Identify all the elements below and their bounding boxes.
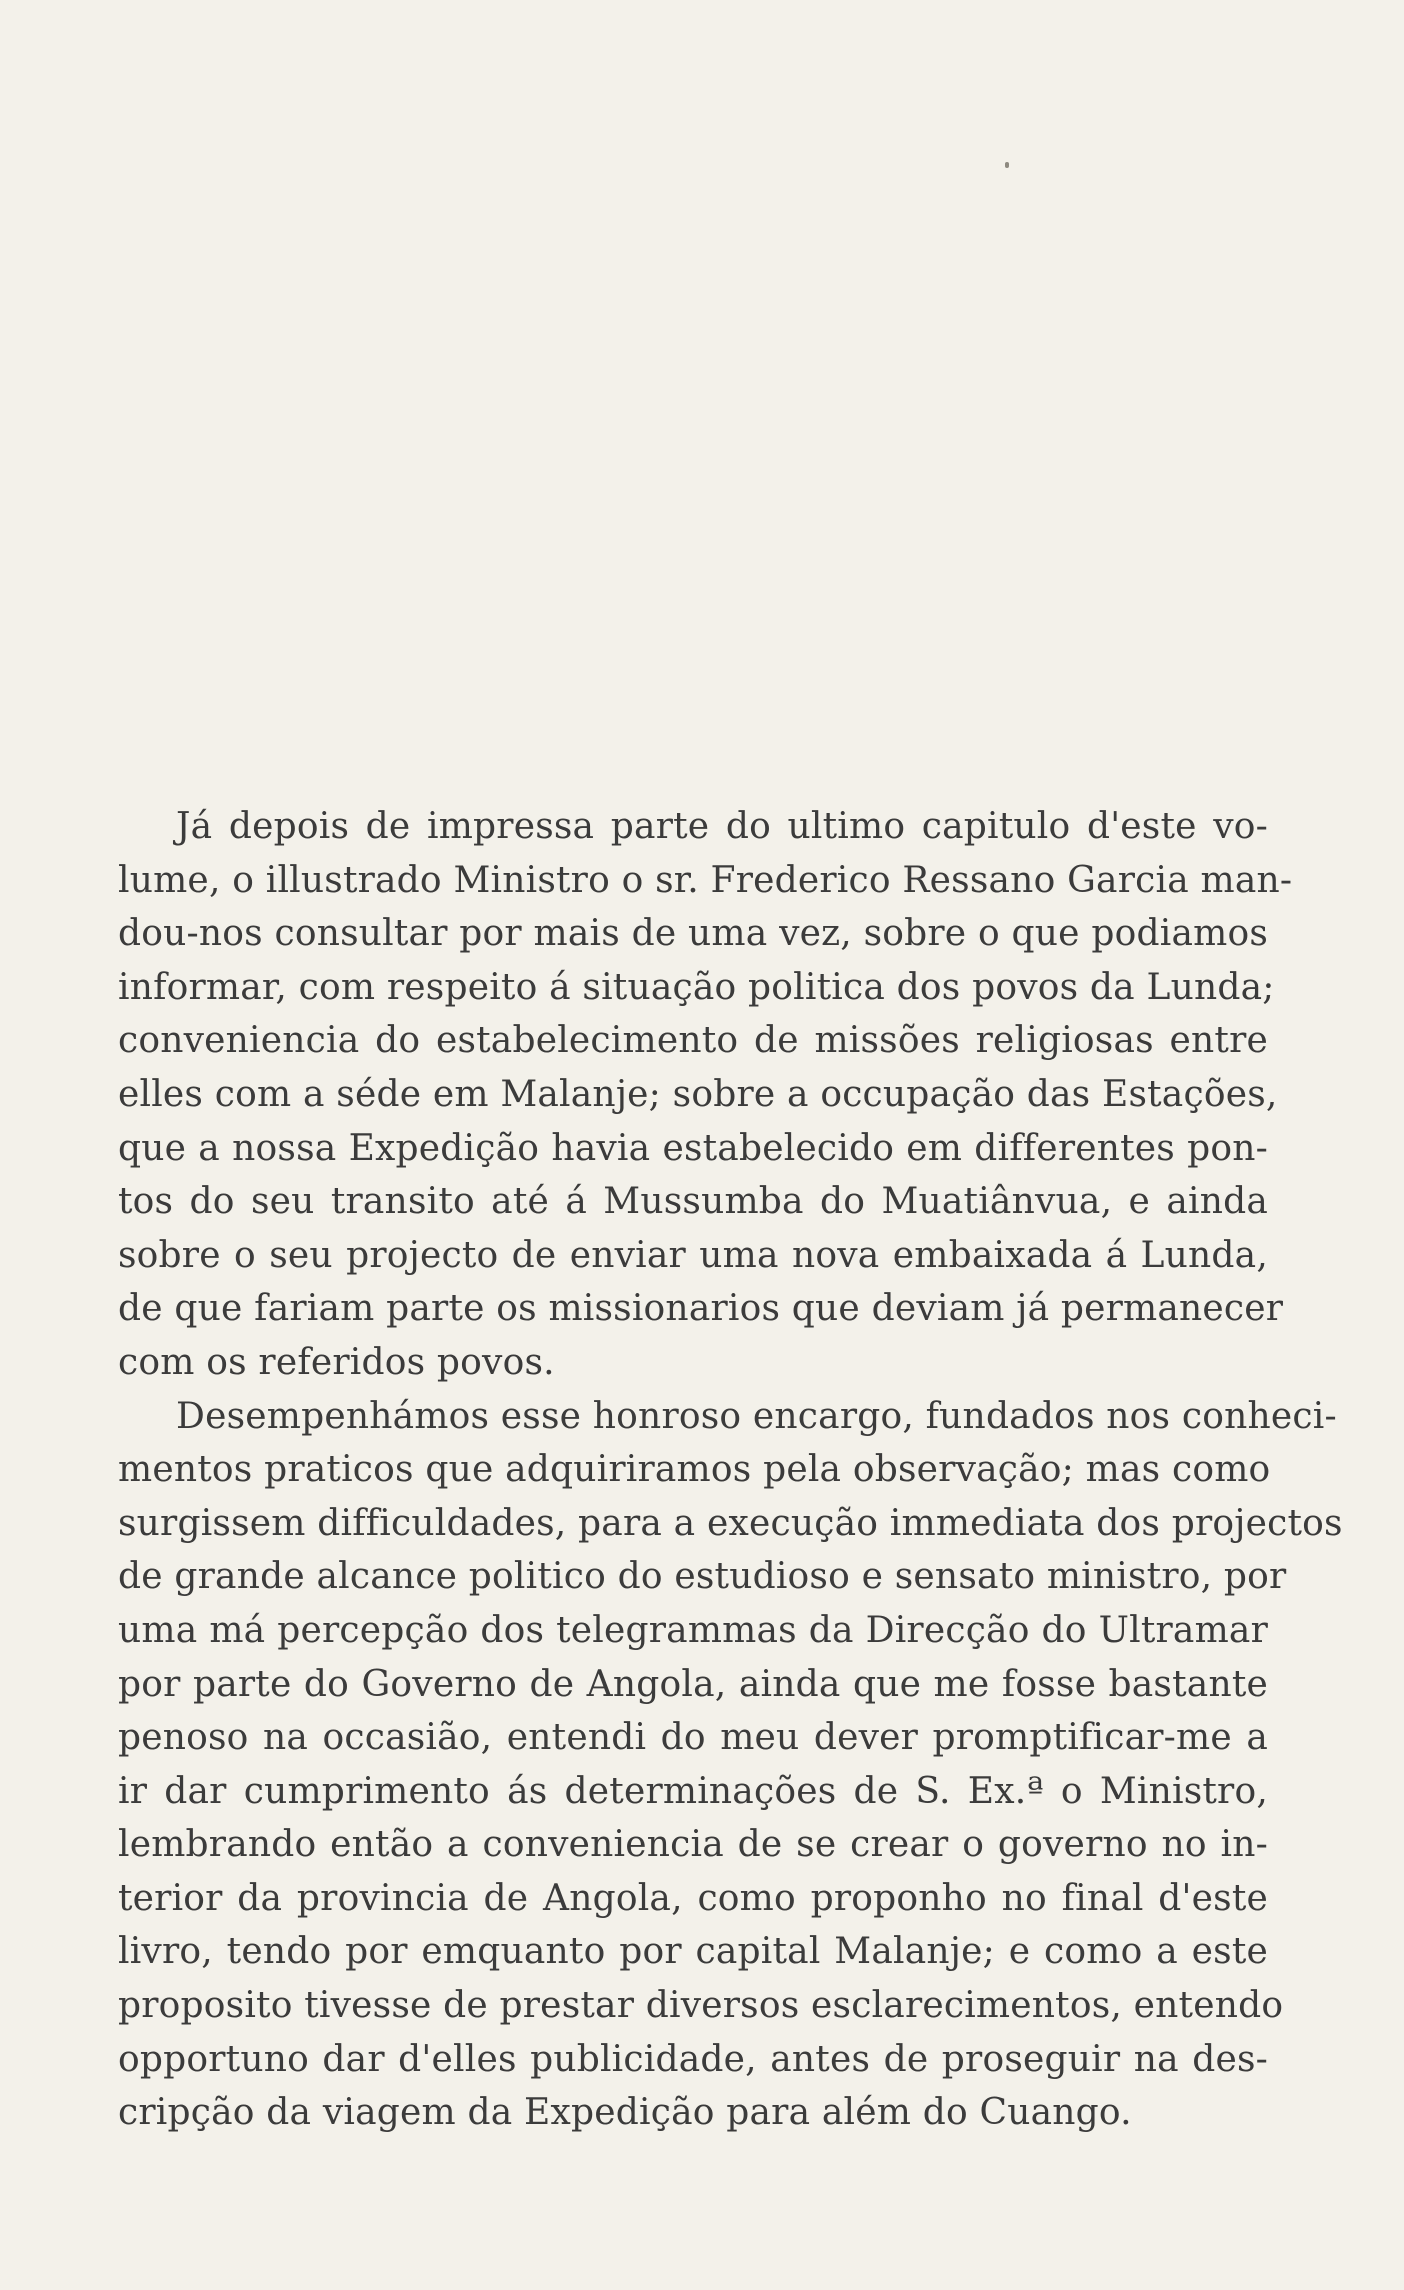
text-line: lembrando então a conveniencia de se crear o governo no in- (118, 1824, 1268, 1866)
text-line: terior da provincia de Angola, como proponho no final d'este (118, 1877, 1268, 1919)
text-line: lume, o illustrado Ministro o sr. Frederico Ressano Garcia man- (118, 859, 1293, 901)
text-line: por parte do Governo de Angola, ainda que me fosse bastante (118, 1663, 1268, 1705)
text-line: elles com a séde em Malanje; sobre a occupação das Estações, (118, 1073, 1278, 1115)
text-line: ir dar cumprimento ás determinações de S. Ex.ª o Ministro, (118, 1770, 1268, 1812)
text-line: dou-nos consultar por mais de uma vez, sobre o que podiamos (118, 913, 1268, 955)
text-line: com os referidos povos. (118, 1341, 555, 1383)
text-line: de que fariam parte os missionarios que deviam já permanecer (118, 1288, 1284, 1330)
text-line: informar, com respeito á situação politica dos povos da Lunda; (118, 966, 1275, 1008)
text-line: cripção da viagem da Expedição para além do Cuango. (118, 2092, 1132, 2134)
text-line: tos do seu transito até á Mussumba do Muatiânvua, e ainda (118, 1181, 1268, 1223)
paper-speck (1005, 162, 1009, 168)
text-line: Já depois de impressa parte do ultimo capitulo d'este vo- (176, 806, 1268, 847)
text-line: Desempenhámos esse honroso encargo, fundados nos conheci- (176, 1395, 1337, 1437)
text-line: uma má percepção dos telegrammas da Direcção do Ultramar (118, 1609, 1268, 1651)
text-line: conveniencia do estabelecimento de missões religiosas entre (118, 1020, 1268, 1062)
text-line: que a nossa Expedição havia estabelecido em differentes pon- (118, 1127, 1268, 1169)
text-body (118, 800, 1343, 2140)
text-line: surgissem difficuldades, para a execução immediata dos projectos (118, 1502, 1343, 1544)
text-line: sobre o seu projecto de enviar uma nova embaixada á Lunda, (118, 1234, 1268, 1276)
text-line: livro, tendo por emquanto por capital Malanje; e como a este (118, 1931, 1268, 1973)
paragraph-2 (118, 1390, 1343, 2140)
paragraph-1 (118, 800, 1293, 1390)
text-line: de grande alcance politico do estudioso e sensato ministro, por (118, 1556, 1287, 1598)
text-line: opportuno dar d'elles publicidade, antes de proseguir na des- (118, 2038, 1268, 2080)
text-line: penoso na occasião, entendi do meu dever promptificar-me a (118, 1717, 1268, 1759)
text-line: mentos praticos que adquiriramos pela observação; mas como (118, 1449, 1271, 1491)
text-line: proposito tivesse de prestar diversos esclarecimentos, entendo (118, 1985, 1284, 2027)
